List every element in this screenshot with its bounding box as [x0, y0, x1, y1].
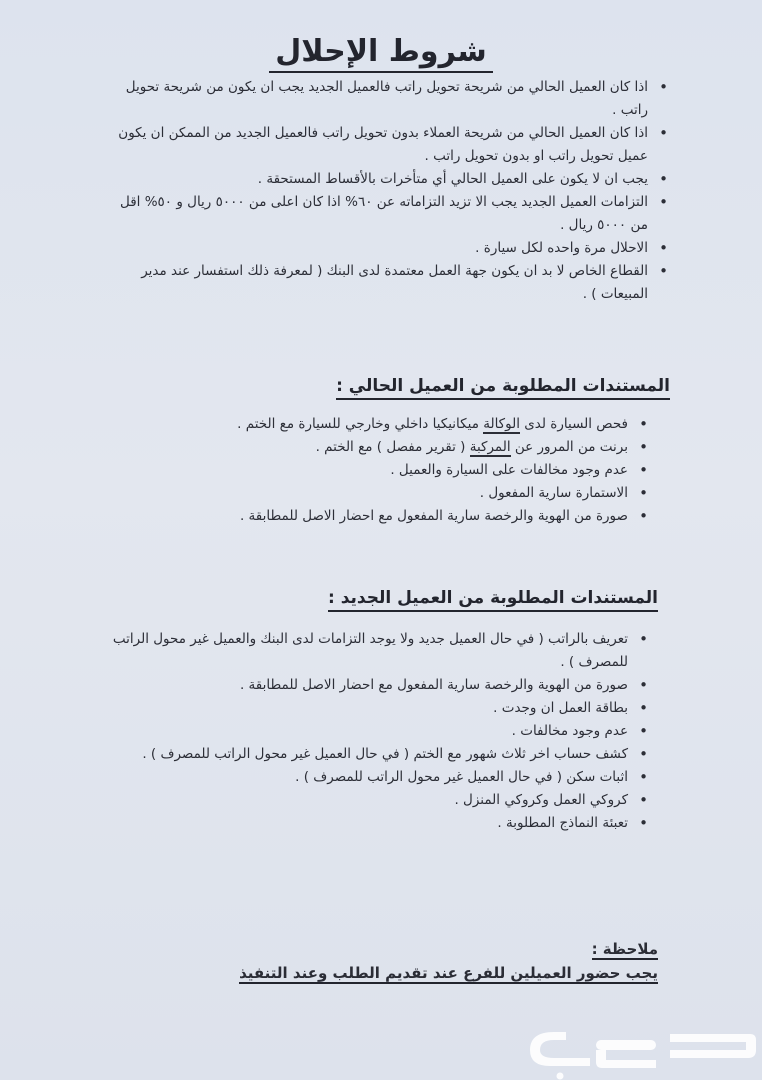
conditions-list [110, 76, 670, 306]
condition-item: • القطاع الخاص لا بد ان يكون جهة العمل معتمدة لدى البنك ( لمعرفة ذلك استفسار عند مدير المبيعات ) . [110, 260, 670, 306]
new-client-heading: المستندات المطلوبة من العميل الجديد : [328, 588, 658, 608]
current-doc-item: • عدم وجود مخالفات على السيارة والعميل . [130, 459, 650, 482]
new-client-docs-list [105, 628, 650, 835]
current-client-docs-list [130, 413, 650, 528]
current-doc-item: • فحص السيارة لدى الوكالة ميكانيكيا داخلي وخارجي للسيارة مع الختم . [130, 413, 650, 436]
current-doc-item: • الاستمارة سارية المفعول . [130, 482, 650, 505]
new-doc-item: • تعبئة النماذج المطلوبة . [105, 812, 650, 835]
haraj-watermark-logo [520, 1010, 760, 1080]
new-doc-item: • بطاقة العمل ان وجدت . [105, 697, 650, 720]
current-client-heading: المستندات المطلوبة من العميل الحالي : [336, 376, 670, 396]
new-doc-item: • اثبات سكن ( في حال العميل غير محول الراتب للمصرف ) . [105, 766, 650, 789]
condition-item: • الاحلال مرة واحده لكل سيارة . [110, 237, 670, 260]
condition-item: • اذا كان العميل الحالي من شريحة العملاء بدون تحويل راتب فالعميل الجديد من الممكن ان يكون عميل تحويل راتب او بدون تحويل راتب . [110, 122, 670, 168]
condition-item: • يجب ان لا يكون على العميل الحالي أي متأخرات بالأقساط المستحقة . [110, 168, 670, 191]
condition-item: • التزامات العميل الجديد يجب الا تزيد التزاماته عن ٦٠% اذا كان اعلى من ٥٠٠٠ ريال و ٥٠% اقل من ٥٠٠٠ ريال . [110, 191, 670, 237]
new-doc-item: • تعريف بالراتب ( في حال العميل جديد ولا يوجد التزامات لدى البنك والعميل غير محول الراتب للمصرف ) . [105, 628, 650, 674]
page-title: شروط الإحلال [0, 34, 762, 69]
new-doc-item: • صورة من الهوية والرخصة سارية المفعول مع احضار الاصل للمطابقة . [105, 674, 650, 697]
new-doc-item: • كشف حساب اخر ثلاث شهور مع الختم ( في حال العميل غير محول الراتب للمصرف ) . [105, 743, 650, 766]
note-label: ملاحظة : [591, 940, 658, 958]
new-doc-item: • كروكي العمل وكروكي المنزل . [105, 789, 650, 812]
note-text: يجب حضور العميلين للفرع عند تقديم الطلب وعند التنفيذ [239, 964, 658, 982]
current-doc-item: • برنت من المرور عن المركبة ( تقرير مفصل ) مع الختم . [130, 436, 650, 459]
condition-item: • اذا كان العميل الحالي من شريحة تحويل راتب فالعميل الجديد يجب ان يكون من شريحة تحويل راتب . [110, 76, 670, 122]
new-doc-item: • عدم وجود مخالفات . [105, 720, 650, 743]
current-doc-item: • صورة من الهوية والرخصة سارية المفعول مع احضار الاصل للمطابقة . [130, 505, 650, 528]
